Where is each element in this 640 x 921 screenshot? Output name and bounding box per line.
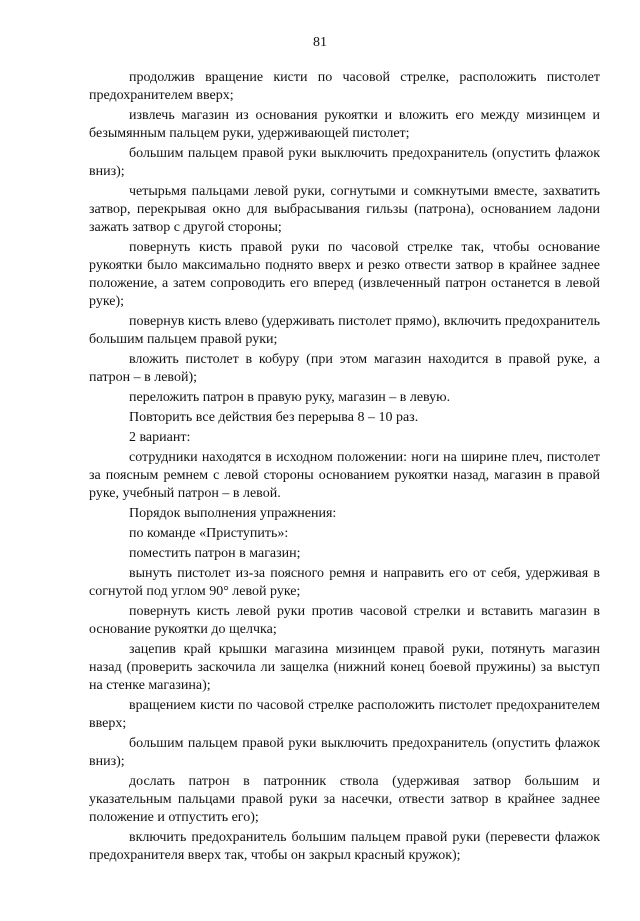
document-body <box>89 69 600 867</box>
paragraph: повернув кисть влево (удерживать пистолет прямо), включить предохранитель большим пальцем правой руки; <box>89 314 600 347</box>
paragraph: повернуть кисть левой руки против часовой стрелки и вставить магазин в основание рукоятки до щелчка; <box>89 604 600 637</box>
paragraph: 2 вариант: <box>129 430 191 445</box>
paragraph: четырьмя пальцами левой руки, согнутыми и сомкнутыми вместе, захватить затвор, перекрывая окно для выбрасывания гильзы (патрона), основанием ладони зажать затвор с другой стороны; <box>89 184 600 235</box>
paragraph: большим пальцем правой руки выключить предохранитель (опустить флажок вниз); <box>89 736 600 769</box>
paragraph: Порядок выполнения упражнения: <box>129 506 337 521</box>
paragraph: поместить патрон в магазин; <box>129 546 301 561</box>
paragraph: зацепив край крышки магазина мизинцем правой руки, потянуть магазин назад (проверить заскочила ли защелка (нижний конец боевой пружины) за выступ на стенке магазина); <box>89 642 600 693</box>
page-number: 81 <box>313 35 327 50</box>
paragraph: вложить пистолет в кобуру (при этом магазин находится в правой руке, а патрон – в левой); <box>89 352 600 385</box>
paragraph: вращением кисти по часовой стрелке расположить пистолет предохранителем вверх; <box>89 698 600 731</box>
paragraph: вынуть пистолет из-за поясного ремня и направить его от себя, удерживая в согнутой под углом 90° левой руке; <box>89 566 600 599</box>
paragraph: по команде «Приступить»: <box>129 526 289 541</box>
paragraph: Повторить все действия без перерыва 8 – 10 раз. <box>129 410 419 425</box>
paragraph: переложить патрон в правую руку, магазин – в левую. <box>129 390 451 405</box>
paragraph: сотрудники находятся в исходном положении: ноги на ширине плеч, пистолет за поясным ремнем с левой стороны основанием рукоятки назад, магазин в правой руке, учебный патрон – в левой. <box>89 450 600 501</box>
paragraph: дослать патрон в патронник ствола (удерживая затвор большим и указательным пальцами правой руки за насечки, отвести затвор в крайнее заднее положение и отпустить его); <box>89 774 600 825</box>
paragraph: включить предохранитель большим пальцем правой руки (перевести флажок предохранителя вверх так, чтобы он закрыл красный кружок); <box>89 830 600 863</box>
paragraph: большим пальцем правой руки выключить предохранитель (опустить флажок вниз); <box>89 146 600 179</box>
paragraph: повернуть кисть правой руки по часовой стрелке так, чтобы основание рукоятки было максимально поднято вверх и резко отвести затвор в крайнее заднее положение, а затем сопроводить его вперед (извлеченный патрон останется в левой руке); <box>89 240 600 309</box>
paragraph: извлечь магазин из основания рукоятки и вложить его между мизинцем и безымянным пальцем руки, удерживающей пистолет; <box>89 108 600 141</box>
paragraph: продолжив вращение кисти по часовой стрелке, расположить пистолет предохранителем вверх; <box>89 70 600 103</box>
